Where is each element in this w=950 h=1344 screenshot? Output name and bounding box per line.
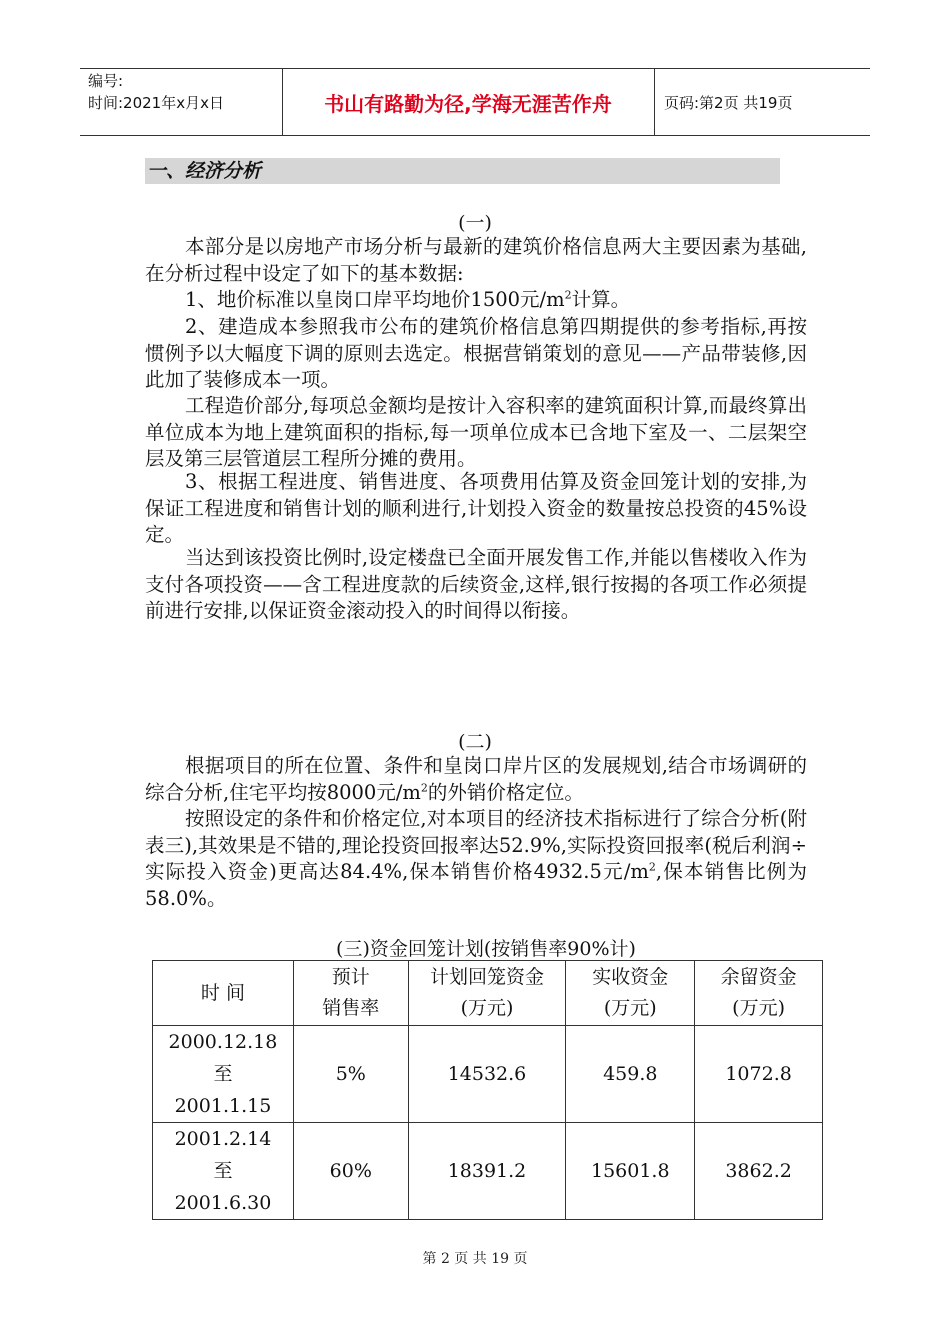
table-title: (三)资金回笼计划(按销售率90%计): [336, 938, 636, 960]
period-to: 至: [213, 1063, 233, 1085]
header-received-funds: [566, 961, 695, 1026]
superscript: 2: [564, 288, 572, 302]
header-motto: 书山有路勤为径,学海无涯苦作舟: [324, 92, 612, 116]
superscript: 2: [420, 781, 428, 794]
rate-cell: 60%: [293, 1123, 408, 1220]
period-end: 2001.1.15: [174, 1095, 272, 1117]
header-meta: [88, 70, 224, 114]
header-text: 销售率: [322, 997, 380, 1019]
text-run: 的外销价格定位。: [427, 780, 584, 804]
period-to: 至: [213, 1160, 233, 1182]
header-divider: [654, 68, 655, 135]
text-run: ,保本销售比例为58.0%。: [145, 860, 808, 910]
rate-cell: 5%: [293, 1026, 408, 1123]
planned-cell: 18391.2: [408, 1123, 566, 1220]
part2-label: (二): [458, 731, 492, 753]
part2-paragraph-1: [145, 753, 807, 806]
text-run: 1、地价标准以皇岗口岸平均地价1500元/m: [185, 288, 565, 311]
part1-paragraph-2: [145, 287, 807, 314]
header-text: 实收资金: [592, 966, 669, 988]
remaining-cell: 3862.2: [695, 1123, 823, 1220]
part2-paragraph-2: [145, 806, 807, 912]
header-unit: (万元): [460, 997, 514, 1019]
table-row: [153, 1123, 823, 1220]
time-label: 时间:2021年x月x日: [88, 94, 224, 112]
header-remaining-funds: [695, 961, 823, 1026]
table-header-row: [153, 961, 823, 1026]
period-cell: [153, 1123, 294, 1220]
part1-label: (一): [458, 212, 492, 234]
table-row: [153, 1026, 823, 1123]
superscript: 2: [648, 860, 656, 874]
part1-paragraph-4: 工程造价部分,每项总金额均是按计入容积率的建筑面积计算,而最终算出单位成本为地上建筑面积的指标,每一项单位成本已含地下室及一、二层架空层及第三层管道层工程所分摊的费用。: [145, 394, 807, 470]
header-bottom-rule: [80, 135, 870, 136]
period-cell: [153, 1026, 294, 1123]
page-footer: 第 2 页 共 19 页: [422, 1251, 528, 1267]
header-top-rule: [80, 68, 870, 69]
remaining-cell: 1072.8: [695, 1026, 823, 1123]
section-title: 一、经济分析: [145, 158, 780, 184]
header-text: 时 间: [200, 981, 245, 1004]
cash-recovery-table: [152, 960, 823, 1220]
header-unit: (万元): [603, 997, 657, 1019]
header-page-info: 页码:第2页 共19页: [664, 94, 793, 112]
text-run: 按照设定的条件和价格定位,对本项目的经济技术指标进行了综合分析(附表三),其效果是不错的,理论投资回报率达52.9%,实际投资回报率(税后利润÷实际投入资金)更高达84.4%,保本销售价格4932.5元/m: [145, 807, 807, 883]
part1-paragraph-5: 3、根据工程进度、销售进度、各项费用估算及资金回笼计划的安排,为保证工程进度和销售计划的顺利进行,计划投入资金的数量按总投资的45%设定。: [145, 470, 807, 546]
received-cell: 459.8: [566, 1026, 695, 1123]
header-planned-funds: [408, 961, 566, 1026]
received-cell: 15601.8: [566, 1123, 695, 1220]
planned-cell: 14532.6: [408, 1026, 566, 1123]
header-text: 预计: [331, 966, 370, 988]
text-run: 计算。: [571, 288, 631, 311]
part1-paragraph-3: 2、建造成本参照我市公布的建筑价格信息第四期提供的参考指标,再按惯例予以大幅度下调的原则去选定。根据营销策划的意见——产品带装修,因此加了装修成本一项。: [145, 315, 807, 391]
header-sales-rate: [293, 961, 408, 1026]
header-time: [153, 961, 294, 1026]
period-start: 2001.2.14: [174, 1128, 272, 1150]
number-label: 编号:: [88, 72, 124, 90]
part1-paragraph-6: 当达到该投资比例时,设定楼盘已全面开展发售工作,并能以售楼收入作为支付各项投资——含工程进度款的后续资金,这样,银行按揭的各项工作必须提前进行安排,以保证资金滚动投入的时间得以衔接。: [145, 546, 807, 622]
text-run: 根据项目的所在位置、条件和皇岗口岸片区的发展规划,结合市场调研的综合分析,住宅平均按8000元/m: [145, 754, 807, 804]
part1-paragraph-1: 本部分是以房地产市场分析与最新的建筑价格信息两大主要因素为基础,在分析过程中设定了如下的基本数据:: [145, 235, 807, 285]
header-text: 计划回笼资金: [429, 966, 544, 988]
period-end: 2001.6.30: [174, 1192, 272, 1214]
period-start: 2000.12.18: [168, 1031, 278, 1053]
header-text: 余留资金: [720, 966, 797, 988]
header-unit: (万元): [732, 997, 785, 1019]
